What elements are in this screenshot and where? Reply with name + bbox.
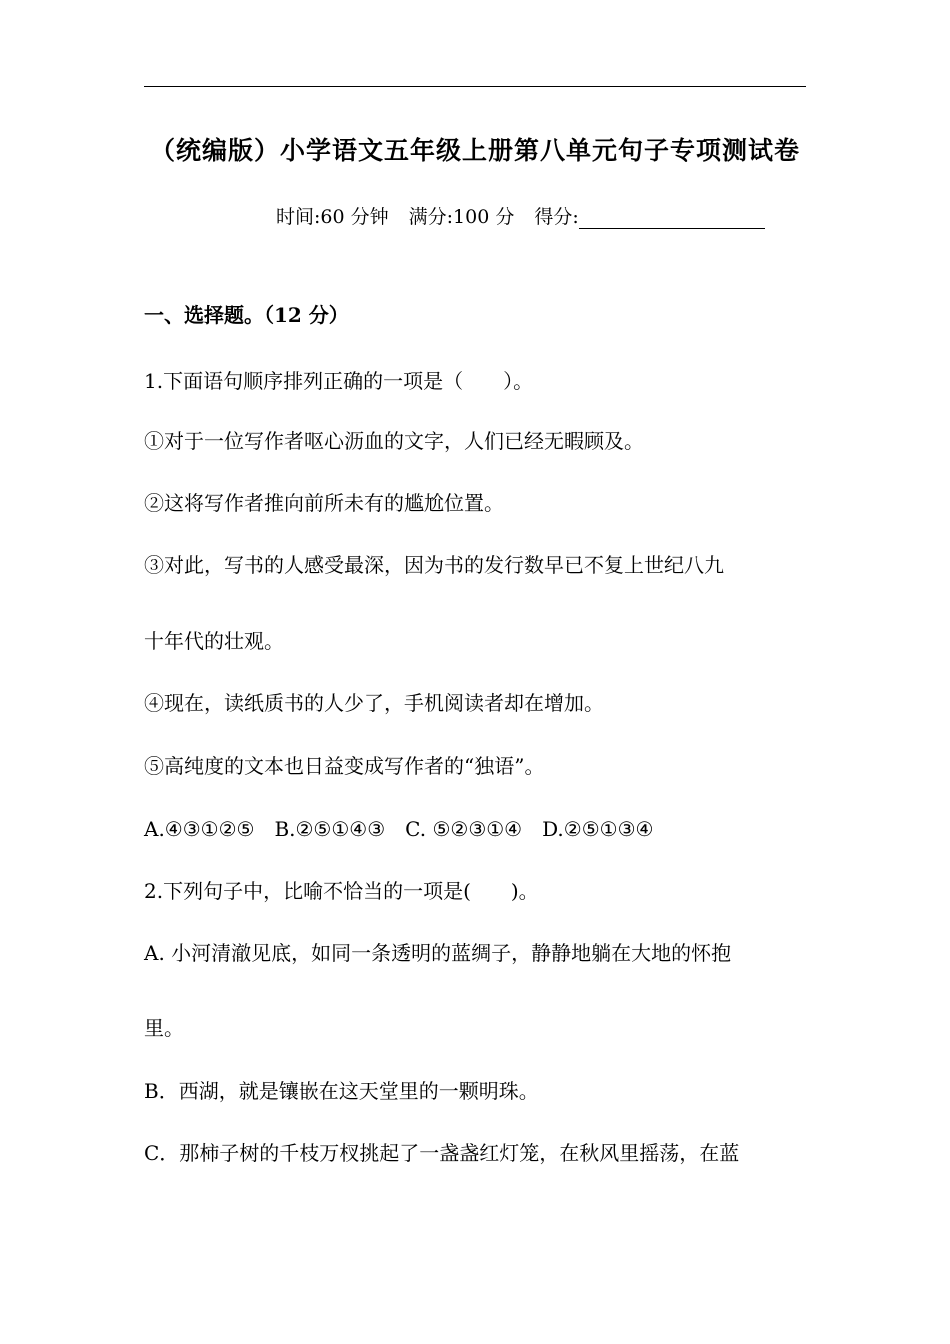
document-title: （统编版）小学语文五年级上册第八单元句子专项测试卷	[149, 136, 800, 165]
question-1-sentence-4: ④现在，读纸质书的人少了，手机阅读者却在增加。	[144, 691, 604, 715]
question-2-option-a-cont: 里。	[144, 1016, 184, 1040]
question-1-sentence-2: ②这将写作者推向前所未有的尴尬位置。	[144, 491, 504, 515]
question-1-sentence-3: ③对此，写书的人感受最深，因为书的发行数早已不复上世纪八九	[144, 553, 724, 577]
full-score: 满分:100 分	[408, 206, 515, 228]
exam-meta	[276, 202, 765, 229]
question-2-stem: 2.下列句子中，比喻不恰当的一项是( )。	[144, 879, 539, 903]
score-blank-line	[579, 210, 765, 229]
question-1-sentence-3-cont: 十年代的壮观。	[144, 629, 284, 653]
question-2-option-c: C．那柿子树的千枝万杈挑起了一盏盏红灯笼，在秋风里摇荡，在蓝	[144, 1141, 740, 1165]
question-2-option-a: A. 小河清澈见底，如同一条透明的蓝绸子，静静地躺在大地的怀抱	[144, 941, 732, 965]
question-1-sentence-5: ⑤高纯度的文本也日益变成写作者的“独语”。	[144, 754, 545, 778]
question-1-stem: 1.下面语句顺序排列正确的一项是（ ）。	[144, 369, 534, 393]
question-2-option-b: B．西湖，就是镶嵌在这天堂里的一颗明珠。	[144, 1079, 539, 1103]
section-heading: 一、选择题。（12 分）	[144, 303, 349, 327]
header-rule	[144, 86, 806, 87]
time-limit: 时间:60 分钟	[276, 206, 389, 228]
question-1-sentence-1: ①对于一位写作者呕心沥血的文字，人们已经无暇顾及。	[144, 429, 644, 453]
score-label: 得分:	[534, 206, 579, 228]
question-1-options: A.④③①②⑤ B.②⑤①④③ C. ⑤②③①④ D.②⑤①③④	[144, 817, 654, 841]
